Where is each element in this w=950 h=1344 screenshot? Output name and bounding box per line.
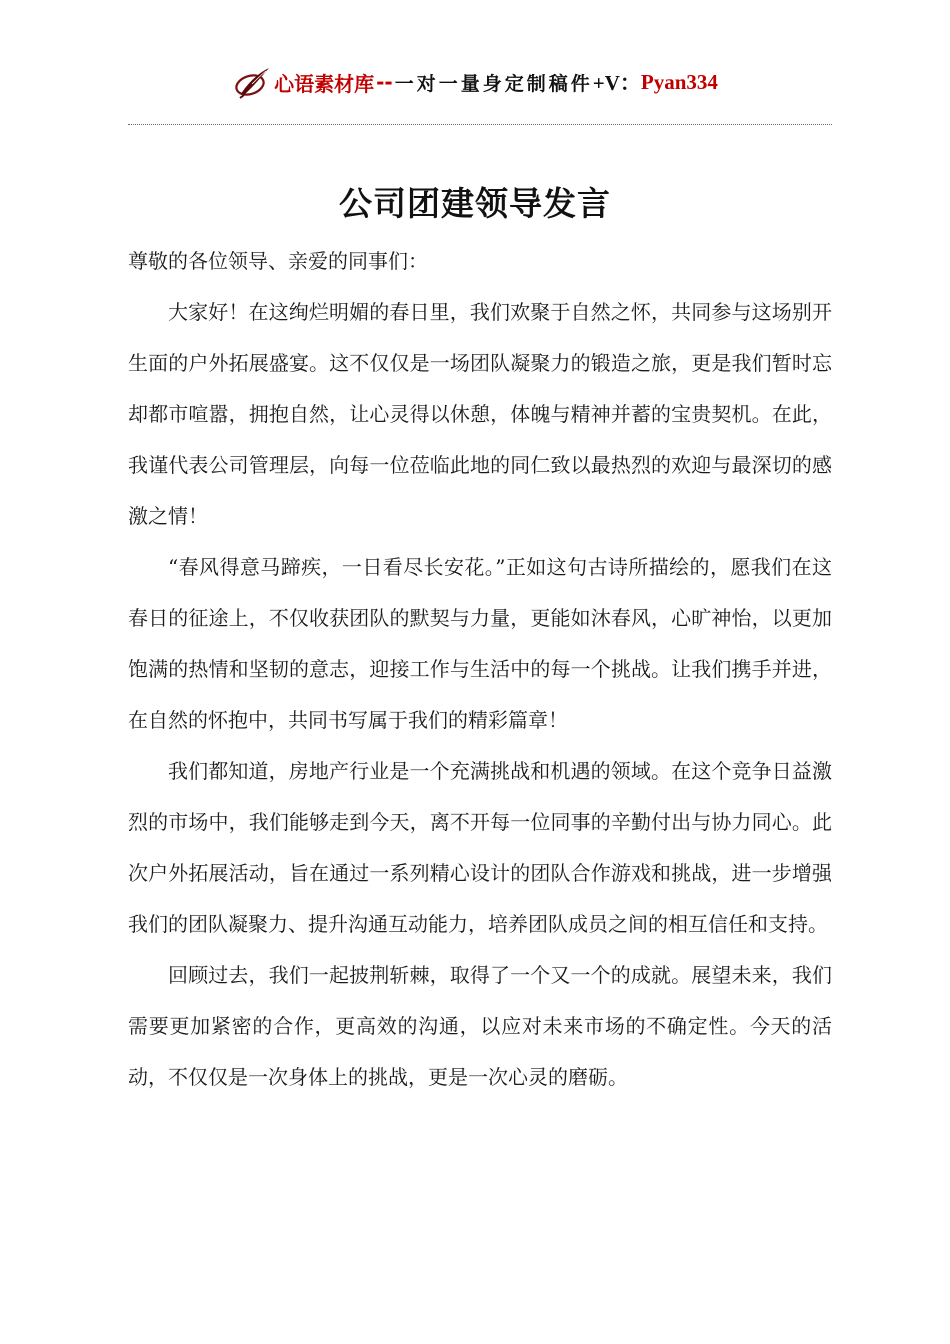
contact-prefix: +V： bbox=[592, 71, 641, 95]
paragraph-3: 我们都知道，房地产行业是一个充满挑战和机遇的领域。在这个竞争日益激烈的市场中，我们能够走到今天，离不开每一位同事的辛勤付出与协力同心。此次户外拓展活动，旨在通过一系列精心设计的团队合作游戏和挑战，进一步增强我们的团队凝聚力、提升沟通互动能力，培养团队成员之间的相互信任和支持。 bbox=[128, 759, 832, 936]
document-body bbox=[128, 236, 832, 1103]
paragraph-2: “春风得意马蹄疾，一日看尽长安花。”正如这句古诗所描绘的，愿我们在这春日的征途上，不仅收获团队的默契与力量，更能如沐春风，心旷神怡，以更加饱满的热情和坚韧的意志，迎接工作与生活中的每一个挑战。让我们携手并进，在自然的怀抱中，共同书写属于我们的精彩篇章！ bbox=[128, 555, 832, 732]
header-divider bbox=[128, 124, 832, 125]
brand-name: 心语素材库 bbox=[274, 71, 375, 96]
quill-pen-logo-icon bbox=[232, 64, 272, 100]
page-header bbox=[0, 62, 950, 102]
contact-id: Pyan334 bbox=[640, 69, 718, 94]
header-separator: -- bbox=[376, 70, 393, 94]
paragraph-1: 大家好！在这绚烂明媚的春日里，我们欢聚于自然之怀，共同参与这场别开生面的户外拓展盛宴。这不仅仅是一场团队凝聚力的锻造之旅，更是我们暂时忘却都市喧嚣，拥抱自然，让心灵得以休憩，体魄与精神并蓄的宝贵契机。在此，我谨代表公司管理层，向每一位莅临此地的同仁致以最热烈的欢迎与最深切的感激之情！ bbox=[128, 300, 832, 528]
header-slogan: 一对一量身定制稿件 bbox=[394, 72, 593, 95]
document-title: 公司团建领导发言 bbox=[339, 184, 611, 223]
salutation: 尊敬的各位领导、亲爱的同事们： bbox=[128, 249, 428, 273]
paragraph-4: 回顾过去，我们一起披荆斩棘，取得了一个又一个的成就。展望未来，我们需要更加紧密的合作，更高效的沟通，以应对未来市场的不确定性。今天的活动，不仅仅是一次身体上的挑战，更是一次心灵的磨砺。 bbox=[128, 963, 832, 1089]
